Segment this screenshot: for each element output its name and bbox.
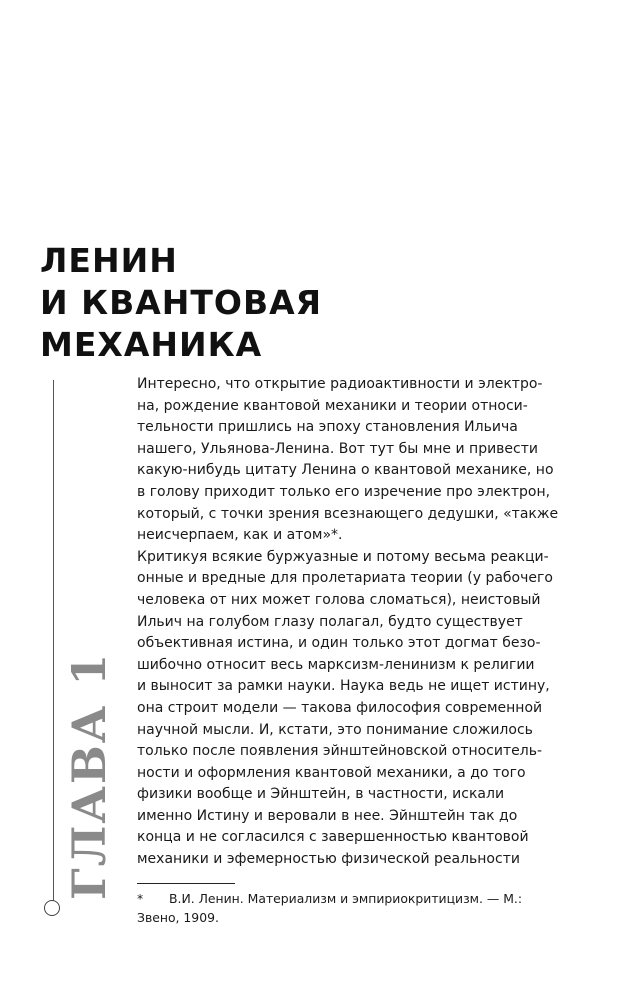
body-line: на, рождение квантовой механики и теории относи- xyxy=(137,397,528,414)
body-line: она строит модели — такова философия современной xyxy=(137,699,543,716)
chapter-title xyxy=(40,240,322,366)
chapter-title-line: МЕХАНИКА xyxy=(40,325,263,364)
chapter-title-line: И КВАНТОВАЯ xyxy=(40,283,323,322)
chapter-title-line: ЛЕНИН xyxy=(40,241,178,280)
body-line: конца и не согласился с завершенностью квантовой xyxy=(137,829,529,846)
body-line: ности и оформления квантовой механики, а до того xyxy=(137,764,526,781)
body-line: неисчерпаем, как и атом»*. xyxy=(137,527,343,544)
body-line: в голову приходит только его изречение про электрон, xyxy=(137,483,551,500)
body-line: физики вообще и Эйнштейн, в частности, искали xyxy=(137,786,505,803)
footnote-rule xyxy=(137,883,235,884)
body-line: шибочно относит весь марксизм-ленинизм к религии xyxy=(137,656,535,673)
body-line: Ильич на голубом глазу полагал, будто существует xyxy=(137,613,523,630)
body-line: тельности пришлись на эпоху становления Ильича xyxy=(137,419,518,436)
body-text xyxy=(137,374,597,871)
footnote-text: В.И. Ленин. Материализм и эмпириокритицизм. — М.: xyxy=(169,891,523,906)
body-line: онные и вредные для пролетариата теории (у рабочего xyxy=(137,570,553,587)
chapter-label: ГЛАВА 1 xyxy=(62,651,116,900)
body-line: человека от них может голова сломаться), неистовый xyxy=(137,591,541,608)
body-line: объективная истина, и один только этот догмат безо- xyxy=(137,635,541,652)
body-line: только после появления эйнштейновской относитель- xyxy=(137,743,543,760)
body-line: Критикуя всякие буржуазные и потому весьма реакци- xyxy=(137,548,549,565)
footnote xyxy=(137,889,597,927)
body-line: и выносит за рамки науки. Наука ведь не ищет истину, xyxy=(137,678,550,695)
body-line: научной мысли. И, кстати, это понимание сложилось xyxy=(137,721,533,738)
chapter-circle-ornament xyxy=(44,900,60,916)
chapter-vertical-rule xyxy=(53,380,54,902)
footnote-line xyxy=(137,889,597,908)
body-line: именно Истину и веровали в нее. Эйнштейн так до xyxy=(137,807,518,824)
body-line: Интересно, что открытие радиоактивности и электро- xyxy=(137,376,543,392)
body-line: нашего, Ульянова-Ленина. Вот тут бы мне и привести xyxy=(137,440,538,457)
footnote-mark: * xyxy=(137,891,144,906)
body-line: какую-нибудь цитату Ленина о квантовой механике, но xyxy=(137,462,554,479)
footnote-line: Звено, 1909. xyxy=(137,910,219,925)
body-line: механики и эфемерностью физической реальности xyxy=(137,851,520,868)
body-line: который, с точки зрения всезнающего дедушки, «также xyxy=(137,505,559,522)
